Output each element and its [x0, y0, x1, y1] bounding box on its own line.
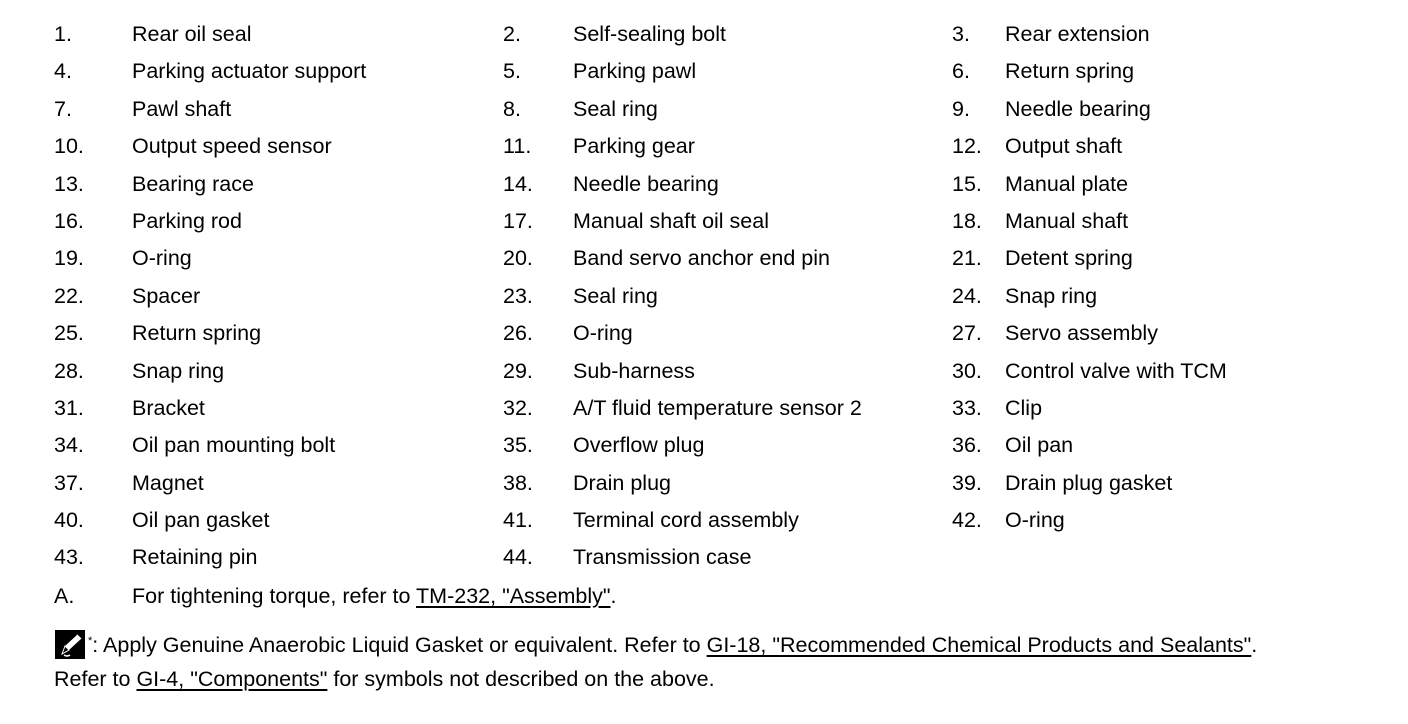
gasket-asterisk: * — [88, 635, 93, 647]
legend-item-label: Retaining pin — [132, 545, 258, 570]
legend-item-number: 43. — [54, 545, 84, 570]
legend-item-number: 21. — [952, 246, 982, 271]
legend-row — [54, 390, 1384, 427]
legend-item-number: 6. — [952, 59, 970, 84]
legend-item-number: 28. — [54, 358, 84, 383]
gasket-note-suffix: . — [1251, 633, 1258, 658]
gasket-note-text: : Apply Genuine Anaerobic Liquid Gasket or equivalent. Refer to — [92, 633, 707, 658]
legend-item-number: 7. — [54, 96, 72, 121]
legend-item-label: Seal ring — [573, 283, 658, 308]
legend-row — [54, 427, 1384, 464]
parts-legend — [54, 16, 1384, 577]
legend-item-label: Band servo anchor end pin — [573, 246, 830, 271]
legend-item-number: 17. — [503, 208, 533, 233]
legend-row — [54, 53, 1384, 90]
legend-item-label: Parking rod — [132, 208, 242, 233]
legend-item-number: 10. — [54, 134, 84, 159]
legend-row — [54, 539, 1384, 576]
legend-item-label: Magnet — [132, 470, 204, 495]
legend-item-number: 41. — [503, 508, 533, 533]
legend-item-label: Snap ring — [1005, 283, 1098, 308]
legend-row — [54, 128, 1384, 165]
legend-item-label: O-ring — [573, 321, 633, 346]
legend-row — [54, 502, 1384, 539]
legend-item-number: 2. — [503, 22, 521, 46]
legend-item-number: 26. — [503, 321, 533, 346]
legend-item-label: Clip — [1005, 395, 1043, 420]
legend-row — [54, 353, 1384, 390]
legend-item-label: Sub-harness — [573, 358, 695, 383]
gi-18-link[interactable]: GI-18, "Recommended Chemical Products and Sealants" — [706, 633, 1252, 658]
legend-item-number: 30. — [952, 358, 982, 383]
legend-item-number: 19. — [54, 246, 84, 271]
gasket-note — [54, 622, 1257, 660]
legend-item-label: Return spring — [1005, 59, 1135, 84]
legend-item-number: 1. — [54, 22, 72, 46]
note-a-label: A. — [54, 584, 75, 608]
legend-item-label: Pawl shaft — [132, 96, 232, 121]
legend-item-number: 13. — [54, 171, 84, 196]
legend-row — [54, 315, 1384, 352]
legend-item-number: 23. — [503, 283, 533, 308]
refer-suffix: for symbols not described on the above. — [327, 667, 715, 691]
legend-item-label: Oil pan — [1005, 433, 1074, 458]
legend-item-label: Terminal cord assembly — [573, 508, 799, 533]
legend-item-label: Manual shaft — [1005, 208, 1129, 233]
legend-item-label: Overflow plug — [573, 433, 705, 458]
legend-item-label: Transmission case — [573, 545, 752, 570]
legend-item-label: Parking pawl — [573, 59, 697, 84]
legend-item-label: Bearing race — [132, 171, 254, 196]
legend-item-label: Bracket — [132, 395, 205, 420]
legend-item-number: 29. — [503, 358, 533, 383]
legend-item-label: Parking gear — [573, 134, 695, 159]
legend-item-label: Self-sealing bolt — [573, 22, 726, 46]
legend-item-number: 9. — [952, 96, 970, 121]
legend-item-number: 3. — [952, 22, 970, 46]
legend-row — [54, 91, 1384, 128]
gi-4-components-link[interactable]: GI-4, "Components" — [136, 667, 328, 691]
legend-item-label: Manual plate — [1005, 171, 1129, 196]
legend-item-label: Output speed sensor — [132, 134, 332, 159]
legend-item-number: 24. — [952, 283, 982, 308]
legend-item-label: O-ring — [1005, 508, 1065, 533]
note-a-text — [132, 578, 617, 615]
legend-item-label: Rear extension — [1005, 22, 1150, 46]
legend-item-label: Oil pan gasket — [132, 508, 270, 533]
legend-item-number: 15. — [952, 171, 982, 196]
refer-note — [54, 662, 715, 696]
legend-item-number: 34. — [54, 433, 84, 458]
legend-row — [54, 278, 1384, 315]
legend-item-label: Spacer — [132, 283, 201, 308]
legend-item-number: 11. — [503, 134, 532, 159]
legend-item-number: 16. — [54, 208, 84, 233]
legend-item-number: 22. — [54, 283, 84, 308]
legend-item-number: 14. — [503, 171, 533, 196]
legend-item-number: 37. — [54, 470, 84, 495]
legend-item-number: 36. — [952, 433, 982, 458]
legend-item-number: 42. — [952, 508, 982, 533]
legend-item-number: 40. — [54, 508, 84, 533]
legend-item-number: 5. — [503, 59, 521, 84]
legend-item-number: 18. — [952, 208, 982, 233]
legend-item-number: 33. — [952, 395, 982, 420]
legend-item-number: 8. — [503, 96, 521, 121]
legend-item-number: 25. — [54, 321, 84, 346]
legend-item-label: Rear oil seal — [132, 22, 252, 46]
legend-item-label: Control valve with TCM — [1005, 358, 1227, 383]
legend-item-number: 38. — [503, 470, 533, 495]
legend-item-label: A/T fluid temperature sensor 2 — [573, 395, 862, 420]
legend-row — [54, 166, 1384, 203]
legend-item-label: Output shaft — [1005, 134, 1123, 159]
legend-item-number: 12. — [952, 134, 982, 159]
legend-row — [54, 465, 1384, 502]
legend-item-label: Manual shaft oil seal — [573, 208, 769, 233]
legend-row — [54, 240, 1384, 277]
legend-item-number: 4. — [54, 59, 72, 84]
note-a-suffix: . — [610, 584, 617, 608]
legend-item-label: Seal ring — [573, 96, 658, 121]
legend-item-label: Detent spring — [1005, 246, 1133, 271]
legend-item-label: Return spring — [132, 321, 262, 346]
legend-item-label: Drain plug — [573, 470, 671, 495]
legend-item-number: 27. — [952, 321, 982, 346]
legend-item-label: Needle bearing — [1005, 96, 1151, 121]
legend-item-number: 20. — [503, 246, 533, 271]
legend-item-label: Oil pan mounting bolt — [132, 433, 336, 458]
legend-row — [54, 16, 1384, 53]
legend-item-number: 32. — [503, 395, 533, 420]
legend-item-label: Servo assembly — [1005, 321, 1158, 346]
tm-232-assembly-link[interactable]: TM-232, "Assembly" — [416, 584, 611, 608]
legend-item-number: 44. — [503, 545, 533, 570]
legend-item-label: Needle bearing — [573, 171, 719, 196]
legend-item-number: 31. — [54, 395, 84, 420]
legend-item-label: Snap ring — [132, 358, 225, 383]
legend-row — [54, 203, 1384, 240]
legend-item-label: Drain plug gasket — [1005, 470, 1173, 495]
note-a-prefix: For tightening torque, refer to — [132, 584, 417, 608]
legend-item-label: Parking actuator support — [132, 59, 367, 84]
refer-prefix: Refer to — [54, 667, 137, 691]
liquid-gasket-icon — [54, 627, 92, 661]
legend-item-number: 35. — [503, 433, 533, 458]
legend-item-label: O-ring — [132, 246, 192, 271]
legend-item-number: 39. — [952, 470, 982, 495]
